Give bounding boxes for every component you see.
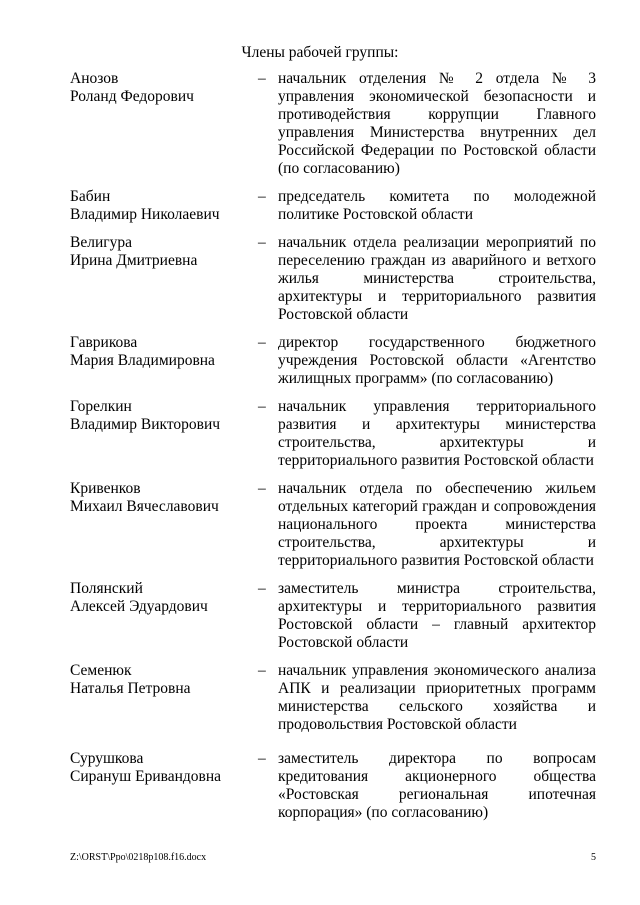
member-name — [70, 580, 258, 652]
page-title: Члены рабочей группы: — [241, 44, 399, 61]
member-position: директор государственного бюджетного учреждения Ростовской области «Агентство жилищных программ» (по согласованию) — [278, 334, 596, 387]
member-row — [70, 398, 596, 470]
member-row — [70, 70, 596, 178]
member-surname: Бабин — [70, 188, 111, 205]
member-row — [70, 480, 596, 570]
dash: – — [258, 234, 266, 251]
member-position: начальник отдела по обеспечению жильем отдельных категорий граждан и сопровождения национального проекта министерства строительства, архитектуры и территориального развития Ростовской области — [278, 480, 596, 569]
member-surname: Сурушкова — [70, 750, 144, 767]
member-name — [70, 398, 258, 470]
member-surname: Семенюк — [70, 662, 132, 679]
dash: – — [258, 334, 266, 351]
member-position: председатель комитета по молодежной политике Ростовской области — [278, 188, 596, 223]
member-given-name: Роланд Федорович — [70, 88, 194, 105]
member-given-name: Наталья Петровна — [70, 680, 191, 697]
member-given-name: Михаил Вячеславович — [70, 498, 219, 515]
dash: – — [258, 70, 266, 87]
member-surname: Кривенков — [70, 480, 141, 497]
member-position: начальник управления экономического анализа АПК и реализации приоритетных программ министерства сельского хозяйства и продовольствия Ростовской области — [278, 662, 596, 733]
members-list — [70, 70, 596, 822]
member-name — [70, 662, 258, 734]
member-name — [70, 480, 258, 570]
file-path: Z:\ORST\Ppo\0218p108.f16.docx — [70, 852, 207, 863]
member-position: начальник отдела реализации мероприятий по переселению граждан из аварийного и ветхого жилья министерства строительства, архитектуры и территориального развития Ростовской области — [278, 234, 596, 323]
member-surname: Гаврикова — [70, 334, 138, 351]
member-position: начальник управления территориального развития и архитектуры министерства строительства, архитектуры и территориального развития Ростовской области — [278, 398, 596, 469]
member-surname: Велигура — [70, 234, 132, 251]
member-surname: Анозов — [70, 70, 119, 87]
member-name — [70, 188, 258, 224]
member-given-name: Ирина Дмитриевна — [70, 252, 198, 269]
member-name — [70, 234, 258, 324]
dash: – — [258, 398, 266, 415]
member-given-name: Владимир Викторович — [70, 416, 221, 433]
page-footer — [70, 852, 596, 863]
member-position: заместитель министра строительства, архитектуры и территориального развития Ростовской области – главный архитектор Ростовской области — [278, 580, 596, 651]
dash: – — [258, 188, 266, 205]
dash: – — [258, 580, 266, 597]
member-given-name: Мария Владимировна — [70, 352, 215, 369]
member-surname: Горелкин — [70, 398, 132, 415]
member-row — [70, 188, 596, 224]
member-row — [70, 750, 596, 822]
member-given-name: Сирануш Еривандовна — [70, 768, 222, 785]
member-position: начальник отделения № 2 отдела № 3 управления экономической безопасности и противодействия коррупции Главного управления Министерства внутренних дел Российской Федерации по Ростовской области (по согласованию) — [278, 70, 596, 177]
member-name — [70, 750, 258, 822]
member-given-name: Алексей Эдуардович — [70, 598, 208, 615]
member-row — [70, 334, 596, 388]
member-row — [70, 234, 596, 324]
member-surname: Полянский — [70, 580, 143, 597]
member-name — [70, 70, 258, 178]
member-name — [70, 334, 258, 388]
dash: – — [258, 480, 266, 497]
member-row — [70, 662, 596, 734]
dash: – — [258, 662, 266, 679]
page-number: 5 — [591, 852, 596, 863]
member-row — [70, 580, 596, 652]
dash: – — [258, 750, 266, 767]
member-given-name: Владимир Николаевич — [70, 206, 220, 223]
member-position: заместитель директора по вопросам кредитования акционерного общества «Ростовская региональная ипотечная корпорация» (по согласованию) — [278, 750, 596, 821]
